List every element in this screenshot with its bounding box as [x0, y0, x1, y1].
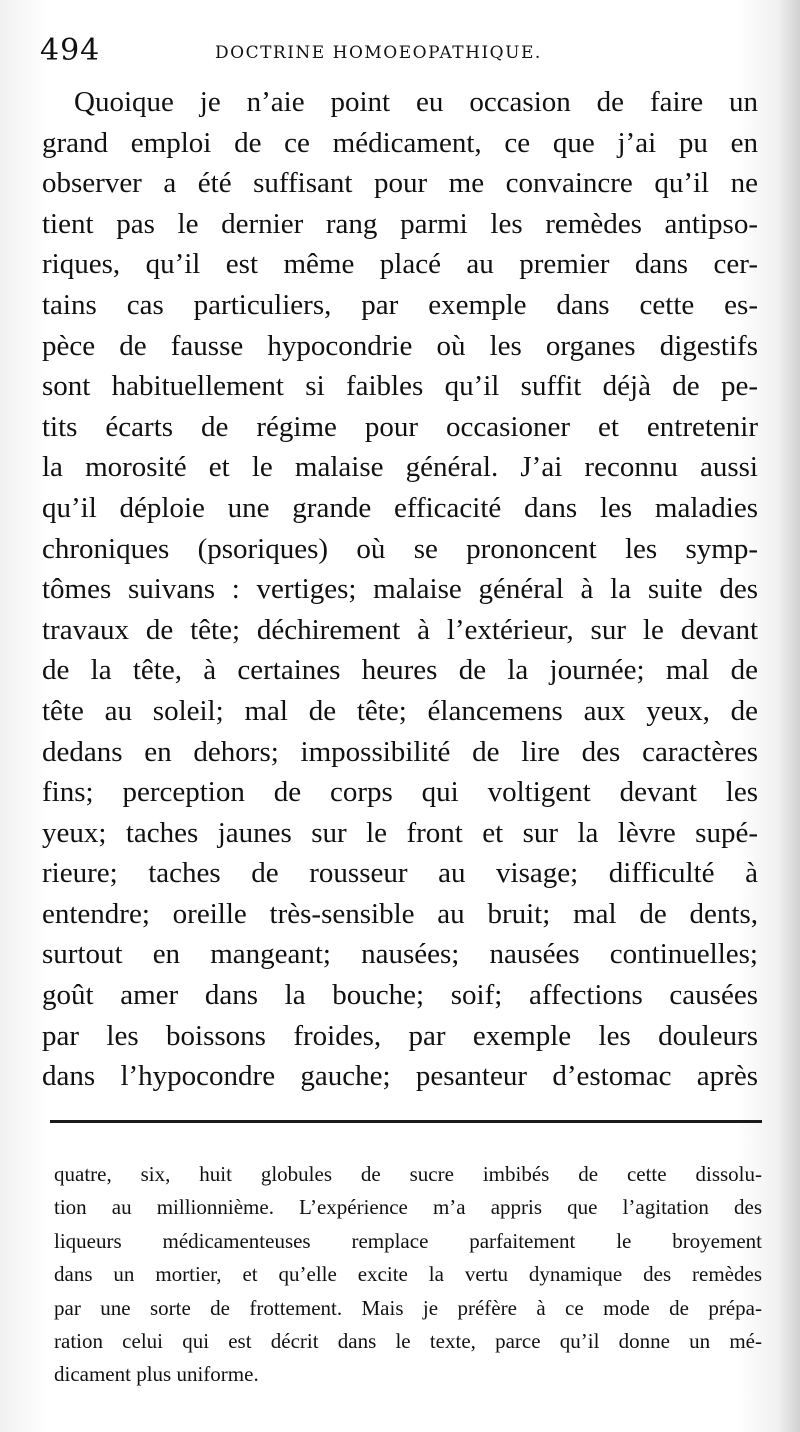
page-edge-shadow [778, 0, 800, 1432]
text-line: surtout en mangeant; nausées; nausées continuelles; [42, 938, 758, 971]
text-line: chroniques (psoriques) où se prononcent les symp- [42, 532, 758, 565]
text-line: fins; perception de corps qui voltigent devant les [42, 776, 758, 809]
text-line: par les boissons froides, par exemple les douleurs [42, 1019, 758, 1052]
main-text [42, 82, 758, 1097]
text-line: tits écarts de régime pour occasioner et entretenir [42, 410, 758, 443]
text-line: pèce de fausse hypocondrie où les organes digestifs [42, 329, 758, 362]
footnote-line: dans un mortier, et qu’elle excite la vertu dynamique des remèdes [54, 1262, 762, 1287]
text-line: dans l’hypocondre gauche; pesanteur d’estomac après [42, 1060, 758, 1093]
page-number: 494 [40, 33, 101, 68]
text-line: goût amer dans la bouche; soif; affections causées [42, 979, 758, 1012]
text-line: qu’il déploie une grande efficacité dans les maladies [42, 491, 758, 524]
text-line: riques, qu’il est même placé au premier dans cer- [42, 248, 758, 281]
text-line: tient pas le dernier rang parmi les remèdes antipso- [42, 207, 758, 240]
text-line: travaux de tête; déchirement à l’extérieur, sur le devant [42, 613, 758, 646]
text-line: observer a été suffisant pour me convaincre qu’il ne [42, 167, 758, 200]
footnote-line: tion au millionnième. L’expérience m’a appris que l’agitation des [54, 1195, 762, 1220]
text-line: tête au soleil; mal de tête; élancemens aux yeux, de [42, 694, 758, 727]
text-line: Quoique je n’aie point eu occasion de faire un [74, 86, 758, 118]
text-line: dedans en dehors; impossibilité de lire des caractères [42, 735, 758, 768]
text-line: la morosité et le malaise général. J’ai reconnu aussi [42, 451, 758, 484]
footnote [54, 1158, 762, 1392]
text-line: sont habituellement si faibles qu’il suffit déjà de pe- [42, 370, 758, 403]
footnote-line: liqueurs médicamenteuses remplace parfaitement le broyement [54, 1228, 762, 1253]
footnote-line: ration celui qui est décrit dans le texte, parce qu’il donne un mé- [54, 1328, 762, 1353]
text-line: grand emploi de ce médicament, ce que j’ai pu en [42, 126, 758, 159]
running-head: DOCTRINE HOMOEOPATHIQUE. [215, 43, 542, 63]
footnote-line: par une sorte de frottement. Mais je préfère à ce mode de prépa- [54, 1295, 762, 1320]
footnote-line: dicament plus uniforme. [54, 1362, 259, 1387]
footnote-rule [50, 1120, 762, 1123]
footnote-line: quatre, six, huit globules de sucre imbibés de cette dissolu- [54, 1162, 762, 1186]
text-line: de la tête, à certaines heures de la journée; mal de [42, 654, 758, 687]
page-header [40, 34, 760, 74]
text-line: yeux; taches jaunes sur le front et sur la lèvre supé- [42, 816, 758, 849]
text-line: tômes suivans : vertiges; malaise général à la suite des [42, 573, 758, 606]
text-line: entendre; oreille très-sensible au bruit; mal de dents, [42, 897, 758, 930]
text-line: rieure; taches de rousseur au visage; difficulté à [42, 857, 758, 890]
text-line: tains cas particuliers, par exemple dans cette es- [42, 288, 758, 321]
